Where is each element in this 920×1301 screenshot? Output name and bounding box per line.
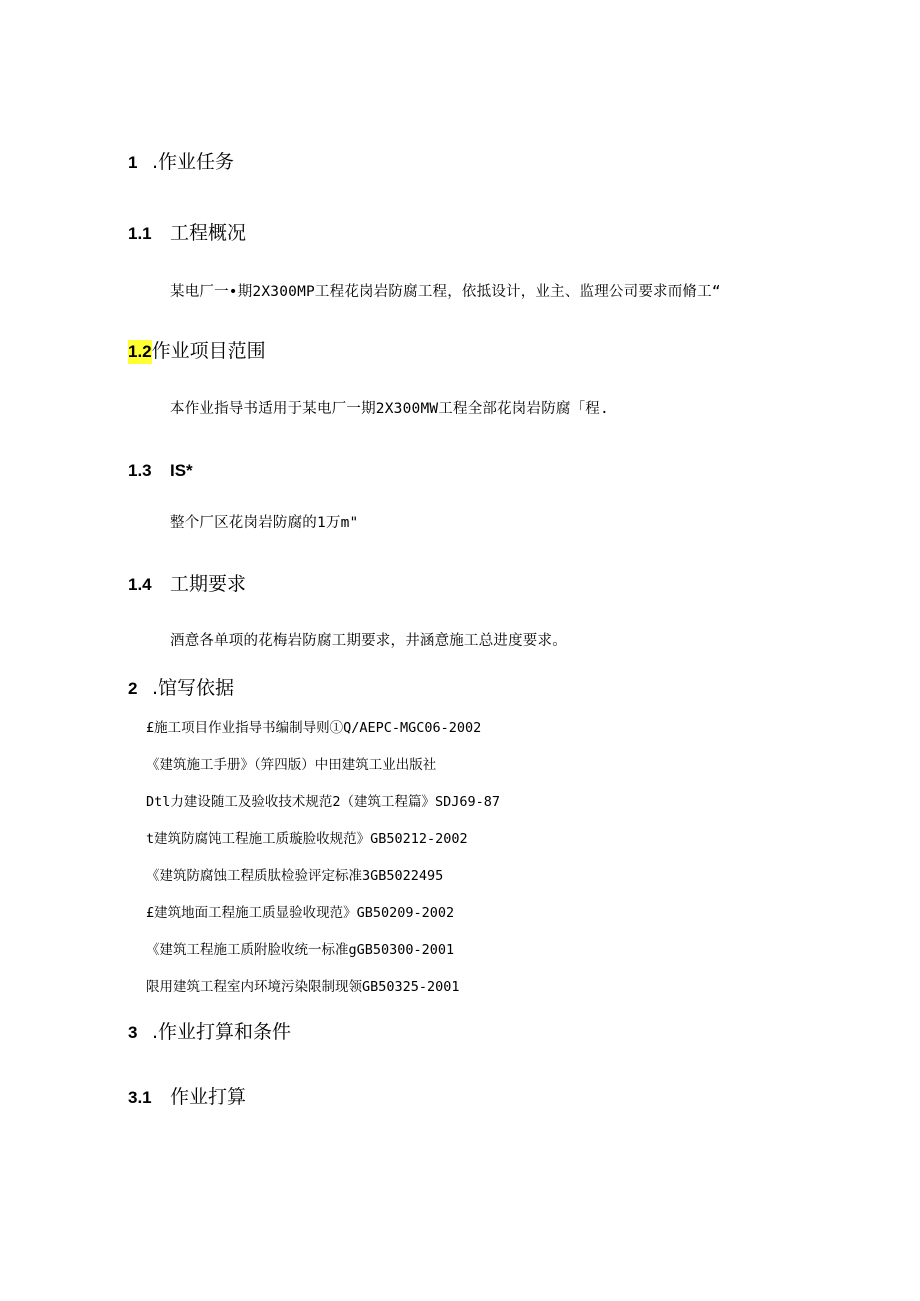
section-number: 1 <box>128 153 138 172</box>
section-1-2-body: 本作业指导书适用于某电厂一期2X300MW工程全部花岗岩防腐「程. <box>170 401 609 417</box>
section-1-1-heading <box>128 221 246 246</box>
section-3-1-heading <box>128 1085 246 1110</box>
section-1-4-heading <box>128 572 246 597</box>
section-1-3-heading <box>128 458 193 483</box>
section-1-1-body: 某电厂一•期2X300MP工程花岗岩防腐工程，依抵设计，业主、监理公司要求而脩工“ <box>170 284 721 300</box>
section-title: .馆写依据 <box>152 677 235 699</box>
reference-item: t建筑防腐饨工程施工质璇脸收规范》GB50212-2002 <box>146 831 468 847</box>
reference-item: Dtl力建设随工及验收技术规范2（建筑工程篇》SDJ69-87 <box>146 794 501 810</box>
section-title: .作业任务 <box>152 151 235 173</box>
section-number: 2 <box>128 679 138 698</box>
section-number: 1.3 <box>128 461 152 480</box>
section-3-heading <box>128 1020 291 1045</box>
reference-item: £施工项目作业指导书编制导则①Q/AEPC-MGC06-2002 <box>146 720 482 736</box>
section-number: 1.1 <box>128 224 152 243</box>
section-title: 工期要求 <box>170 573 247 595</box>
reference-item: 限用建筑工程室内环境污染限制现领GB50325-2001 <box>146 979 460 995</box>
section-1-4-body: 酒意各单项的花梅岩防腐工期要求，井涵意施工总进度要求。 <box>170 633 567 649</box>
section-1-heading <box>128 150 234 175</box>
section-number: 3 <box>128 1023 138 1042</box>
section-number-highlighted: 1.2 <box>128 340 152 364</box>
reference-item: 《建筑工程施工质附脸收统一标准gGB50300-2001 <box>146 942 455 958</box>
section-title: 作业项目范围 <box>151 340 266 362</box>
reference-item: 《建筑施工手册》（笄四版）中田建筑工业出版社 <box>146 757 437 773</box>
section-1-3-body: 整个厂区花岗岩防腐的1万m" <box>170 515 359 531</box>
section-1-2-heading <box>128 339 266 364</box>
reference-item: 《建筑防腐蚀工程质肽检验评定标准3GB5022495 <box>146 868 444 884</box>
section-number: 3.1 <box>128 1088 152 1107</box>
section-title: 作业打算 <box>170 1086 247 1108</box>
section-title: 工程概况 <box>170 222 247 244</box>
section-title: IS* <box>170 461 193 480</box>
section-number: 1.4 <box>128 575 152 594</box>
reference-item: £建筑地面工程施工质显验收现范》GB50209-2002 <box>146 905 455 921</box>
section-title: .作业打算和条件 <box>152 1021 292 1043</box>
section-2-heading <box>128 676 234 701</box>
